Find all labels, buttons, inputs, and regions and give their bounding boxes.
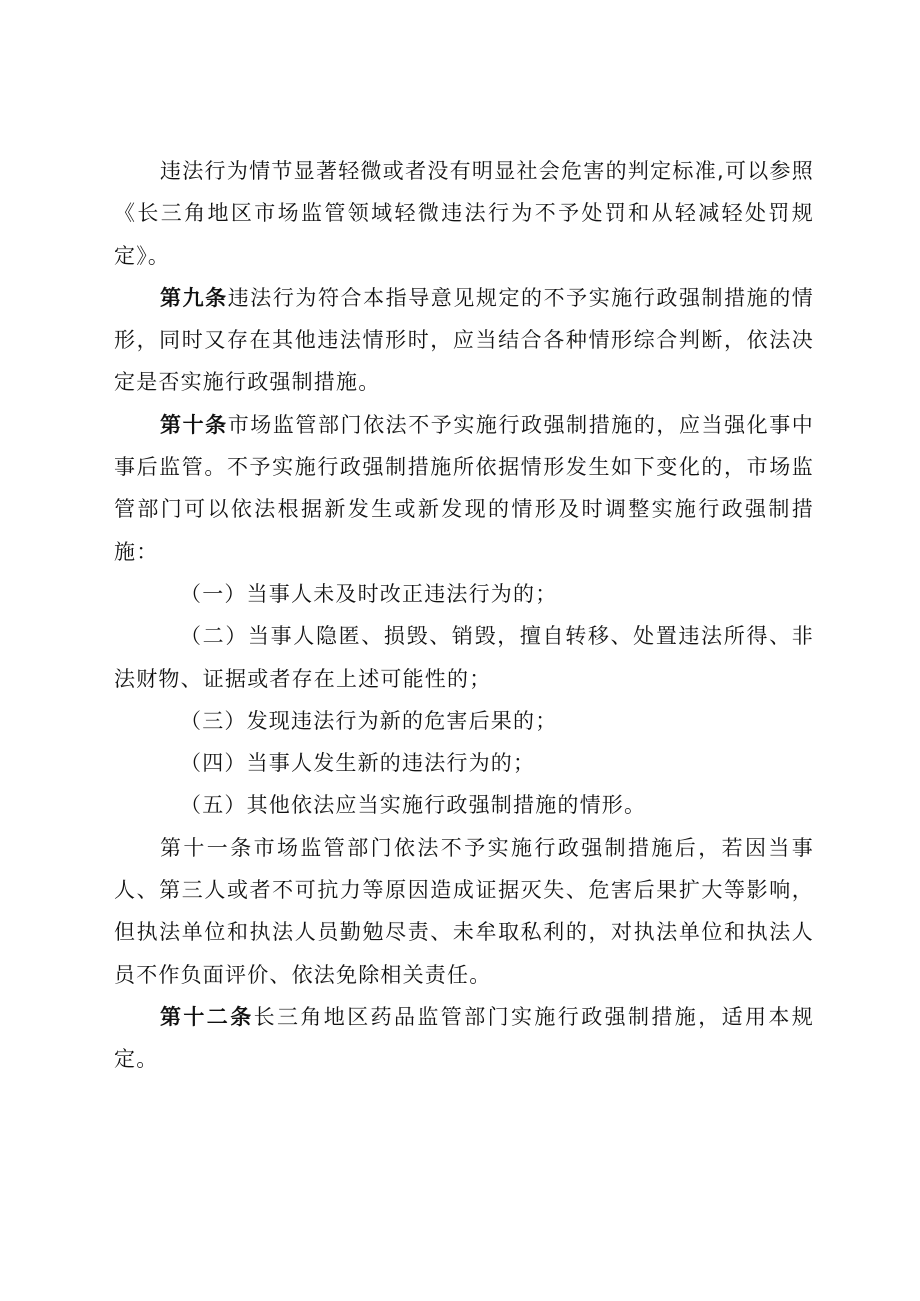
list-item-5	[114, 784, 814, 826]
list-item-text: （五）其他依法应当实施行政强制措施的情形。	[180, 793, 647, 818]
article-title: 第九条	[160, 285, 228, 310]
article-11	[114, 827, 814, 996]
paragraph-text: 违法行为情节显著轻微或者没有明显社会危害的判定标准,可以参照《长三角地区市场监管领域轻微违法行为不予处罚和从轻减轻处罚规定》。	[114, 159, 814, 268]
paragraph-text: 市场监管部门依法不予实施行政强制措施的，应当强化事中事后监管。不予实施行政强制措施所依据情形发生如下变化的，市场监管部门可以依法根据新发生或新发现的情形及时调整实施行政强制措施：	[114, 412, 814, 564]
list-item-2	[114, 615, 814, 700]
list-item-text: （三）发现违法行为新的危害后果的；	[180, 708, 558, 733]
document-body	[114, 150, 814, 1081]
paragraph-text: 长三角地区药品监管部门实施行政强制措施，适用本规定。	[114, 1004, 814, 1072]
article-title: 第十条	[160, 412, 228, 437]
article-12	[114, 996, 814, 1081]
article-title: 第十二条	[160, 1004, 254, 1029]
list-item-3	[114, 700, 814, 742]
list-item-text: （一）当事人未及时改正违法行为的；	[180, 581, 558, 606]
list-item-4	[114, 742, 814, 784]
paragraph-text: 违法行为符合本指导意见规定的不予实施行政强制措施的情形，同时又存在其他违法情形时，应当结合各种情形综合判断，依法决定是否实施行政强制措施。	[114, 285, 814, 395]
paragraph-standard-reference	[114, 150, 814, 277]
article-10	[114, 404, 814, 573]
list-item-1	[114, 573, 814, 615]
article-9	[114, 277, 814, 404]
list-item-text: （四）当事人发生新的违法行为的；	[180, 751, 536, 776]
list-item-text: （二）当事人隐匿、损毁、销毁，擅自转移、处置违法所得、非法财物、证据或者存在上述可能性的；	[114, 624, 814, 691]
paragraph-text: 第十一条市场监管部门依法不予实施行政强制措施后，若因当事人、第三人或者不可抗力等原因造成证据灭失、危害后果扩大等影响，但执法单位和执法人员勤勉尽责、未牟取私利的，对执法单位和执法人员不作负面评价、依法免除相关责任。	[114, 835, 814, 987]
